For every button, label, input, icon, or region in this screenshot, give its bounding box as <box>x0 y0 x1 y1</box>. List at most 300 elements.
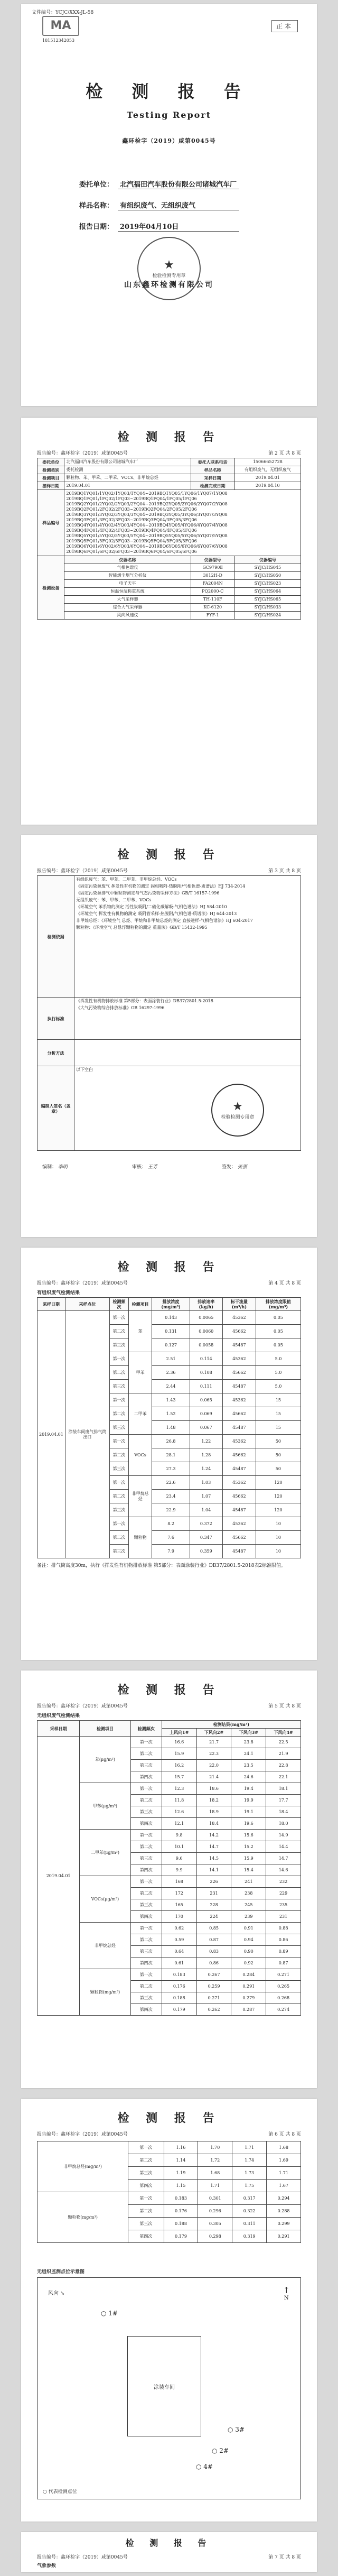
value-cell: 0.131 <box>152 1325 190 1338</box>
fugitive-results-table <box>37 1720 301 2016</box>
value-cell: 45362 <box>222 1352 256 1366</box>
value-cell: 1.48 <box>152 1421 190 1435</box>
value-cell: 12.3 <box>162 1783 196 1795</box>
value-cell: 19.6 <box>231 1818 266 1830</box>
equipment-header-row: 检测设备 仪器名称 仪器型号 仪器编号 <box>37 556 301 564</box>
value-cell: 7.6 <box>152 1531 190 1545</box>
value-cell: 1.71 <box>198 2180 232 2192</box>
table-note: 备注：排气筒高度30m，执行《挥发性有机物排放标准 第5部分：表面涂装行业》DB37/2801.5-2018表2标准限值。 <box>37 1563 286 1568</box>
value-cell: 0.176 <box>164 2205 198 2218</box>
value-cell: 第三次 <box>130 1760 162 1771</box>
table-row: 气相色谱仪 GC9790Ⅱ SYJC/HS045 <box>37 564 301 572</box>
value-cell: 1.75 <box>232 2180 267 2192</box>
frequency-cell: 第一次 <box>110 1393 129 1407</box>
value-cell: 22.1 <box>266 1771 301 1783</box>
table-row: 检测项目 颗粒物、苯、甲苯、二甲苯、VOCs、非甲烷总烃 采样日期 2019.04.01 <box>37 474 301 482</box>
value-cell: 第四次 <box>130 1771 162 1783</box>
frequency-cell: 第二次 <box>110 1490 129 1503</box>
value-cell: 14.7 <box>196 1841 231 1853</box>
value-cell: 21.7 <box>196 1737 231 1748</box>
sample-date: 2019.04.01 <box>37 1311 65 1558</box>
value-cell: 第三次 <box>128 2218 164 2230</box>
value-cell: 228 <box>196 1899 231 1911</box>
value-cell: 0.301 <box>198 2192 232 2205</box>
table-row: 执行标准 《挥发性有机物排放标准 第5部分：表面涂装行业》DB37/2801.5-2018 《大气污染物综合排放标准》GB 16297-1996 <box>37 998 301 1040</box>
value-cell: 1.74 <box>232 2154 267 2167</box>
north-arrow-icon: ↑ N <box>283 2285 290 2301</box>
value-cell: 0.0060 <box>190 1325 222 1338</box>
value-cell: 18.4 <box>196 1818 231 1830</box>
value-cell: 5.0 <box>256 1366 301 1380</box>
client-row <box>79 179 239 189</box>
table-row: 接样日期 2019.04.01 检测完成日期 2019.04.10 <box>37 482 301 490</box>
page-title: 检 测 报 告 <box>125 2538 213 2548</box>
value-cell: 120 <box>256 1476 301 1490</box>
value-cell: 19.4 <box>231 1783 266 1795</box>
value-cell: 0.271 <box>266 1969 301 1981</box>
value-cell: 172 <box>162 1888 196 1899</box>
value-cell: 第三次 <box>130 1806 162 1818</box>
value-cell: 1.72 <box>198 2154 232 2167</box>
value-cell: 第二次 <box>130 1748 162 1760</box>
sample-codes-cell <box>64 490 301 556</box>
value-cell: 第一次 <box>128 2141 164 2154</box>
value-cell: 5.0 <box>256 1380 301 1393</box>
value-cell: 0.127 <box>152 1338 190 1352</box>
value-cell: 45662 <box>222 1366 256 1380</box>
value-cell: 45487 <box>222 1421 256 1435</box>
value-cell: 22.5 <box>266 1737 301 1748</box>
value-cell: 第一次 <box>130 1969 162 1981</box>
table-header-row: 采样日期 检测项目 检测频次 检测结果(mg/m³) <box>37 1721 301 1729</box>
sample-code: 2019BQ3YQ01/3YQ02/3YQ03/3YQ04~2019BQ3YQ05/3YQ06/3YQ07/3YQ08 <box>66 512 228 517</box>
company-name: 山东鑫环检测有限公司 <box>124 281 214 289</box>
value-cell: 0.86 <box>266 1934 301 1946</box>
value-cell: 11.8 <box>162 1795 196 1806</box>
table-row: 综合大气采样器 KC-6120 SYJC/HS033 <box>37 604 301 612</box>
date-row <box>79 221 239 232</box>
value-cell: 1.68 <box>198 2167 232 2180</box>
value-cell: 2.51 <box>152 1352 190 1366</box>
value-cell: 45662 <box>222 1448 256 1462</box>
page-number: 第 7 页 共 8 页 <box>268 2555 301 2560</box>
value-cell: 238 <box>231 1888 266 1899</box>
value-cell: 24.6 <box>231 1771 266 1783</box>
value-cell: 9.9 <box>162 1864 196 1876</box>
sample-point: 涂装车间废气排气筒出口 <box>65 1311 109 1558</box>
value-cell: 7.9 <box>152 1545 190 1558</box>
value-cell: 0.288 <box>267 2205 301 2218</box>
value-cell: 0.111 <box>190 1380 222 1393</box>
report-number: 鑫环检字（2019）咸第0045号 <box>122 137 216 144</box>
frequency-cell: 第一次 <box>110 1311 129 1325</box>
value-cell: 第二次 <box>128 2154 164 2167</box>
map-label: 无组织监测点位示意图 <box>37 2269 85 2275</box>
item-cell: 颗粒物(mg/m³) <box>37 2192 128 2243</box>
value-cell: 0.359 <box>190 1545 222 1558</box>
sample-code: 2019BQ2FQ01/2FQ02/2FQ03~2019BQ2FQ04/2FQ05/2FQ06 <box>66 507 197 512</box>
report-page-3 <box>21 835 317 1237</box>
report-page-2 <box>21 418 317 825</box>
approver-signature: 签发： 张强 <box>222 1165 247 1170</box>
basis-line: 有组织废气：苯、甲苯、二甲苯、非甲烷总烃、VOCs <box>76 877 177 882</box>
value-cell: 9.6 <box>162 1853 196 1864</box>
report-page-6 <box>21 2099 317 2522</box>
item-cell: 非甲烷总烃 <box>128 1476 152 1517</box>
value-cell: 第一次 <box>130 1737 162 1748</box>
value-cell: 14.9 <box>266 1830 301 1841</box>
value-cell: 第一次 <box>130 1830 162 1841</box>
value-cell: 50 <box>256 1435 301 1448</box>
wind-direction-icon: 风向 ↘ <box>48 2291 65 2296</box>
value-cell: 0.59 <box>162 1934 196 1946</box>
value-cell: 239 <box>231 1911 266 1923</box>
frequency-cell: 第三次 <box>110 1380 129 1393</box>
downwind-point-icon: ○ 4# <box>196 2463 213 2470</box>
value-cell: 18.0 <box>266 1818 301 1830</box>
value-cell: 0.183 <box>162 1969 196 1981</box>
value-cell: 0.347 <box>190 1531 222 1545</box>
value-cell: 第三次 <box>130 1946 162 1958</box>
value-cell: 0.294 <box>267 2192 301 2205</box>
value-cell: 1.07 <box>190 1490 222 1503</box>
value-cell: 0.372 <box>190 1517 222 1531</box>
sample-value: 有组织废气、无组织废气 <box>118 200 239 210</box>
value-cell: 16.6 <box>162 1737 196 1748</box>
value-cell: 0.92 <box>231 1958 266 1969</box>
value-cell: 231 <box>266 1911 301 1923</box>
value-cell: 1.22 <box>190 1435 222 1448</box>
table-row: 风向风速仪 FYF-1 SYJC/HS024 <box>37 612 301 620</box>
sample-code: 2019BQ6FQ01/6FQ02/6FQ03~2019BQ6FQ04/6FQ05/6FQ06 <box>66 549 197 554</box>
value-cell: 第一次 <box>130 1876 162 1888</box>
downwind-point-icon: ○ 3# <box>228 2426 245 2433</box>
value-cell: 1.73 <box>232 2167 267 2180</box>
frequency-cell: 第二次 <box>110 1531 129 1545</box>
value-cell: 12.6 <box>162 1806 196 1818</box>
page-number: 第 2 页 共 8 页 <box>268 451 301 456</box>
value-cell: 第三次 <box>130 1992 162 2004</box>
value-cell: 0.86 <box>196 1958 231 1969</box>
table-row <box>37 1311 301 1325</box>
value-cell: 0.143 <box>152 1311 190 1325</box>
value-cell: 45362 <box>222 1435 256 1448</box>
value-cell: 0.069 <box>190 1407 222 1421</box>
value-cell: 18.1 <box>266 1783 301 1795</box>
value-cell: 15.9 <box>162 1748 196 1760</box>
value-cell: 45362 <box>222 1517 256 1531</box>
value-cell: 第三次 <box>130 1853 162 1864</box>
value-cell: 2.44 <box>152 1380 190 1393</box>
page-title: 检 测 报 告 <box>117 430 221 444</box>
report-number: 报告编号：鑫环检字（2019）咸第0045号 <box>37 2555 128 2560</box>
frequency-cell: 第一次 <box>110 1476 129 1490</box>
seal-star-icon: ★ <box>164 258 174 272</box>
value-cell: 18.4 <box>266 1806 301 1818</box>
value-cell: 22.9 <box>152 1503 190 1517</box>
value-cell: 23.5 <box>231 1760 266 1771</box>
value-cell: 1.15 <box>164 2180 198 2192</box>
value-cell: 0.0058 <box>190 1338 222 1352</box>
value-cell: 231 <box>196 1888 231 1899</box>
value-cell: 245 <box>231 1899 266 1911</box>
copy-stamp: 正本 <box>271 20 298 32</box>
value-cell: 15.2 <box>231 1841 266 1853</box>
value-cell: 1.68 <box>267 2141 301 2154</box>
value-cell: 第二次 <box>130 1888 162 1899</box>
standard-line: 《大气污染物综合排放标准》GB 16297-1996 <box>76 1005 165 1010</box>
value-cell: 1.71 <box>267 2167 301 2180</box>
value-cell: 14.1 <box>196 1864 231 1876</box>
map-legend: ○ 代表检测点位 <box>43 2489 77 2495</box>
value-cell: 0.05 <box>256 1338 301 1352</box>
item-cell: VOCs(μg/m³) <box>80 1876 130 1923</box>
sample-code: 2019BQ4YQ01/4YQ02/4YQ03/4YQ04~2019BQ4YQ05/4YQ06/4YQ07/4YQ08 <box>66 523 228 528</box>
sample-code: 2019BQ5YQ01/5YQ02/5YQ03/5YQ04~2019BQ5YQ05/5YQ06/5YQ07/5YQ08 <box>66 533 228 538</box>
value-cell: 1.43 <box>152 1393 190 1407</box>
sample-code: 2019BQ3FQ01/3FQ02/3FQ03~2019BQ3FQ04/3FQ05/3FQ06 <box>66 518 197 522</box>
cma-logo: MA <box>42 16 79 36</box>
value-cell: 第四次 <box>130 1958 162 1969</box>
sample-date: 2019.04.01 <box>37 1737 80 2016</box>
table-row: 电子天平 FA2004N SYJC/HS023 <box>37 580 301 588</box>
report-page-7 <box>21 2532 317 2572</box>
value-cell: 1.04 <box>190 1503 222 1517</box>
value-cell: 45662 <box>222 1325 256 1338</box>
basis-line: 非甲烷总烃：《环境空气 总烃、甲烷和非甲烷总烃的测定 直接进样-气相色谱法》HJ 604-2017 <box>76 918 253 923</box>
frequency-cell: 第二次 <box>110 1407 129 1421</box>
value-cell: 第四次 <box>130 1818 162 1830</box>
frequency-cell: 第三次 <box>110 1421 129 1435</box>
value-cell: 0.262 <box>196 2004 231 2016</box>
value-cell: 18.9 <box>196 1806 231 1818</box>
value-cell: 0.259 <box>196 1981 231 1992</box>
value-cell: 23.4 <box>152 1490 190 1503</box>
table-row: 检测依据 有组织废气：苯、甲苯、二甲苯、非甲烷总烃、VOCs 《固定污染源废气 挥发性有机物的测定 固相吸附-热脱附/气相色谱-质谱法》HJ 734-2014 《固定污染源排气中颗粒物测定与气态污染物采样方法》GB/T 16157-1996 无组织废气：苯、甲苯、二甲苯、VOCs 《环境空气 苯系物的测定 活性炭吸附/二硫化碳解吸-气相色谱法》HJ 584-2010 《环境空气 挥发性有机物的测定 吸附管采样-热脱附/气相色谱-质谱法》HJ 644-2013 非甲烷总烃：《环境空气 总烃、甲烷和非甲烷总烃的测定 直接进样-气相色谱法》HJ 604-2017 颗粒物：《环境空气 总悬浮颗粒物的测定 重量法》GB/T 15432-1995 <box>37 876 301 998</box>
table-row: 委托单位 北汽福田汽车股份有限公司诸城汽车厂 委托人联系电话 15066652728 <box>37 458 301 466</box>
value-cell: 165 <box>162 1899 196 1911</box>
basis-line: 《环境空气 苯系物的测定 活性炭吸附/二硫化碳解吸-气相色谱法》HJ 584-2010 <box>76 904 227 909</box>
item-cell: 甲苯(μg/m³) <box>80 1783 130 1830</box>
value-cell: 22.8 <box>266 1760 301 1771</box>
client-label: 委托单位： <box>79 181 114 189</box>
value-cell: 0.065 <box>190 1393 222 1407</box>
value-cell: 0.265 <box>266 1981 301 1992</box>
section-title: 有组织废气检测结果 <box>37 1290 80 1296</box>
page-title: 检 测 报 告 <box>117 1260 221 1274</box>
value-cell: 45362 <box>222 1476 256 1490</box>
value-cell: 45662 <box>222 1531 256 1545</box>
value-cell: 0.179 <box>162 2004 196 2016</box>
value-cell: 0.305 <box>198 2218 232 2230</box>
value-cell: 15 <box>256 1393 301 1407</box>
value-cell: 第四次 <box>128 2180 164 2192</box>
value-cell: 14.5 <box>196 1853 231 1864</box>
page-number: 第 3 页 共 8 页 <box>268 869 301 874</box>
value-cell: 0.05 <box>256 1311 301 1325</box>
basis-cell <box>74 876 301 998</box>
value-cell: 17.7 <box>266 1795 301 1806</box>
fugitive-results-table-cont <box>37 2141 301 2243</box>
value-cell: 19.9 <box>231 1795 266 1806</box>
value-cell: 241 <box>231 1876 266 1888</box>
item-cell: VOCs <box>128 1435 152 1476</box>
page-title: 检 测 报 告 <box>117 1683 221 1697</box>
company-seal: ★ 检验检测专用章 <box>211 1084 264 1137</box>
value-cell: 0.291 <box>267 2230 301 2243</box>
value-cell: 1.52 <box>152 1407 190 1421</box>
value-cell: 16.2 <box>162 1760 196 1771</box>
value-cell: 45487 <box>222 1503 256 1517</box>
value-cell: 0.299 <box>267 2218 301 2230</box>
value-cell: 14.2 <box>196 1830 231 1841</box>
basis-line: 无组织废气：苯、甲苯、二甲苯、VOCs <box>76 898 152 902</box>
frequency-cell: 第三次 <box>110 1462 129 1476</box>
value-cell: 第二次 <box>130 1934 162 1946</box>
table-header-row: 采样日期 采样点位 检测频次 检测项目 排放浓度(mg/m³) 排放速率(kg/h) 标干流量(m³/h) 排放浓度限值(mg/m³) <box>37 1298 301 1311</box>
value-cell: 50 <box>256 1448 301 1462</box>
value-cell: 0.94 <box>231 1934 266 1946</box>
item-cell: 二甲苯 <box>128 1393 152 1435</box>
frequency-cell: 第三次 <box>110 1338 129 1352</box>
date-label: 报告日期： <box>79 223 114 231</box>
value-cell: 19.1 <box>231 1806 266 1818</box>
value-cell: 14.4 <box>266 1841 301 1853</box>
report-number: 报告编号：鑫环检字（2019）咸第0045号 <box>37 1704 128 1709</box>
cover-title-en: Testing Report <box>126 110 212 120</box>
frequency-cell: 第二次 <box>110 1325 129 1338</box>
plant-building: 涂装车间 <box>127 2336 201 2436</box>
sample-code: 2019BQ1FQ01/1FQ02/1FQ03~2019BQ1FQ04/1FQ05/1FQ06 <box>66 496 197 501</box>
value-cell: 1.24 <box>190 1462 222 1476</box>
page-title: 检 测 报 告 <box>117 2111 221 2125</box>
value-cell: 1.69 <box>267 2154 301 2167</box>
value-cell: 9.8 <box>162 1830 196 1841</box>
cma-number: 181512342053 <box>42 38 75 43</box>
value-cell: 0.188 <box>162 1992 196 2004</box>
sample-code: 2019BQ4FQ01/4FQ02/4FQ03~2019BQ4FQ04/4FQ05/4FQ06 <box>66 528 197 533</box>
value-cell: 22.6 <box>152 1476 190 1490</box>
value-cell: 15.6 <box>231 1830 266 1841</box>
cover-title: 检 测 报 告 <box>86 81 252 101</box>
value-cell: 第二次 <box>128 2205 164 2218</box>
value-cell: 0.268 <box>266 1992 301 2004</box>
sample-code: 2019BQ1YQ01/1YQ02/1YQ03/1YQ04~2019BQ1YQ05/1YQ06/1YQ07/1YQ08 <box>66 491 228 496</box>
value-cell: 第二次 <box>130 1841 162 1853</box>
value-cell: 0.108 <box>190 1366 222 1380</box>
value-cell: 50 <box>256 1462 301 1476</box>
value-cell: 0.284 <box>231 1969 266 1981</box>
value-cell: 1.19 <box>164 2167 198 2180</box>
value-cell: 10 <box>256 1545 301 1558</box>
table-row: 分析方法 <box>37 1040 301 1066</box>
item-cell: 非甲烷总烃(mg/m³) <box>37 2141 128 2192</box>
sample-code: 2019BQ5FQ01/5FQ02/5FQ03~2019BQ5FQ04/5FQ05/5FQ06 <box>66 539 197 543</box>
value-cell: 1.71 <box>232 2141 267 2154</box>
value-cell: 0.62 <box>162 1923 196 1934</box>
table-row <box>37 2192 301 2205</box>
value-cell: 229 <box>266 1888 301 1899</box>
value-cell: 第二次 <box>130 1795 162 1806</box>
table-row <box>37 2141 301 2154</box>
item-cell: 甲苯 <box>128 1352 152 1393</box>
value-cell: 23.8 <box>231 1737 266 1748</box>
value-cell: 0.183 <box>164 2192 198 2205</box>
report-page-5 <box>21 1670 317 2088</box>
value-cell: 1.67 <box>267 2180 301 2192</box>
value-cell: 45487 <box>222 1462 256 1476</box>
value-cell: 0.176 <box>162 1981 196 1992</box>
value-cell: 第四次 <box>130 1864 162 1876</box>
basis-line: 《固定污染源废气 挥发性有机物的测定 固相吸附-热脱附/气相色谱-质谱法》HJ 734-2014 <box>76 884 246 889</box>
value-cell: 45362 <box>222 1393 256 1407</box>
value-cell: 21.9 <box>266 1748 301 1760</box>
table-header-row: 上风向1# 下风向2# 下风向3# 下风向4# <box>37 1729 301 1737</box>
value-cell: 10.1 <box>162 1841 196 1853</box>
value-cell: 0.311 <box>232 2218 267 2230</box>
value-cell: 24.1 <box>231 1748 266 1760</box>
value-cell: 0.91 <box>231 1923 266 1934</box>
value-cell: 1.16 <box>164 2141 198 2154</box>
value-cell: 0.61 <box>162 1958 196 1969</box>
value-cell: 第四次 <box>128 2230 164 2243</box>
page-number: 第 5 页 共 8 页 <box>268 1704 301 1709</box>
value-cell: 235 <box>266 1899 301 1911</box>
value-cell: 第一次 <box>130 1783 162 1795</box>
value-cell: 5.0 <box>256 1352 301 1366</box>
value-cell: 第一次 <box>128 2192 164 2205</box>
value-cell: 0.114 <box>190 1352 222 1366</box>
standard-cell <box>74 998 301 1040</box>
report-number: 报告编号：鑫环检字（2019）咸第0045号 <box>37 451 128 456</box>
table-row <box>37 1737 301 1748</box>
compiler-signature: 编制： 李明 <box>42 1165 68 1170</box>
value-cell: 26.8 <box>152 1435 190 1448</box>
sample-code: 2019BQ6YQ01/6YQ02/6YQ03/6YQ04~2019BQ6YQ05/6YQ06/6YQ07/6YQ08 <box>66 544 228 549</box>
basis-line: 颗粒物：《环境空气 总悬浮颗粒物的测定 重量法》GB/T 15432-1995 <box>76 925 208 930</box>
value-cell: 0.188 <box>164 2218 198 2230</box>
file-number: 文件编号：YCJC/XXX-JL-58 <box>32 10 94 15</box>
value-cell: 0.296 <box>198 2205 232 2218</box>
value-cell: 1.03 <box>190 1476 222 1490</box>
value-cell: 0.89 <box>266 1946 301 1958</box>
value-cell: 0.319 <box>232 2230 267 2243</box>
frequency-cell: 第三次 <box>110 1545 129 1558</box>
value-cell: 0.90 <box>231 1946 266 1958</box>
value-cell: 18.2 <box>196 1795 231 1806</box>
upwind-point-icon: ○ 1# <box>101 2310 118 2317</box>
table-row: 恒温恒湿称重系统 PQ2000-C SYJC/HS064 <box>37 588 301 596</box>
item-cell: 非甲烷总烃 <box>80 1923 130 1969</box>
page-number: 第 4 页 共 8 页 <box>268 1281 301 1286</box>
value-cell: 18.6 <box>196 1783 231 1795</box>
value-cell: 0.05 <box>256 1325 301 1338</box>
value-cell: 1.70 <box>198 2141 232 2154</box>
table-row: 检测类别 委托检测 样品名称 有组织废气、无组织废气 <box>37 466 301 474</box>
monitoring-map <box>37 2277 301 2499</box>
value-cell: 15.9 <box>231 1853 266 1864</box>
frequency-cell: 第二次 <box>110 1448 129 1462</box>
value-cell: 0.298 <box>198 2230 232 2243</box>
value-cell: 0.271 <box>196 1992 231 2004</box>
value-cell: 0.179 <box>164 2230 198 2243</box>
value-cell: 170 <box>162 1911 196 1923</box>
date-value: 2019年04月10日 <box>118 221 239 232</box>
report-number: 报告编号：鑫环检字（2019）咸第0045号 <box>37 869 128 874</box>
value-cell: 0.317 <box>232 2192 267 2205</box>
value-cell: 22.0 <box>196 1760 231 1771</box>
value-cell: 232 <box>266 1876 301 1888</box>
